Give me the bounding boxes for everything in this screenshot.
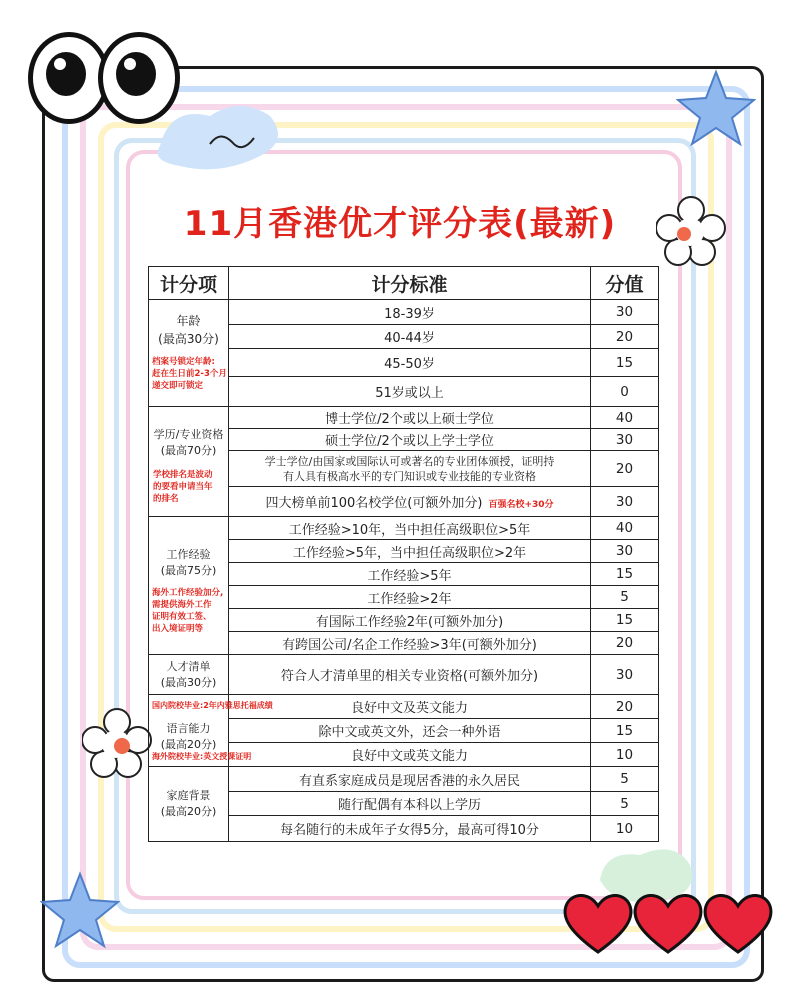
category-max: (最高75分) (160, 564, 217, 577)
eye-shine (54, 58, 66, 70)
page-title: 11月香港优才评分表(最新) (183, 204, 617, 244)
bonus-note: 百强名校+30分 (488, 500, 554, 510)
points-cell: 5 (591, 767, 659, 792)
criteria-cell: 硕士学位/2个或以上学士学位 (229, 429, 591, 451)
category-name: 学历/专业资格 (153, 428, 224, 441)
criteria-cell: 工作经验>5年 (229, 563, 591, 586)
points-cell: 5 (591, 792, 659, 816)
points-cell: 5 (591, 586, 659, 609)
category-talent-list (149, 655, 229, 695)
table-header-row (149, 267, 659, 300)
table-row (149, 655, 659, 695)
table-row (149, 517, 659, 540)
criteria-cell: 良好中文或英文能力 (229, 743, 591, 767)
category-language (149, 695, 273, 767)
score-table (148, 266, 659, 842)
criteria-cell: 除中文或英文外，还会一种外语 (229, 719, 591, 743)
heart-icon (560, 888, 636, 958)
points-cell: 20 (591, 695, 659, 719)
points-cell: 20 (591, 325, 659, 349)
blue-blob-decoration (150, 96, 290, 176)
points-cell: 10 (591, 816, 659, 842)
criteria-cell: 工作经验>10年，当中担任高级职位>5年 (229, 517, 591, 540)
heart-icon (630, 888, 706, 958)
category-note-top: 国内院校毕业:2年内雅思托福成绩 (152, 701, 273, 710)
points-cell: 10 (591, 743, 659, 767)
header-points: 分值 (591, 267, 659, 300)
criteria-cell (229, 487, 591, 517)
points-cell: 40 (591, 517, 659, 540)
category-max: (最高30分) (160, 675, 217, 689)
points-cell: 30 (591, 540, 659, 563)
criteria-cell: 工作经验>5年，当中担任高级职位>2年 (229, 540, 591, 563)
header-item: 计分项 (149, 267, 229, 300)
criteria-cell: 随行配偶有本科以上学历 (229, 792, 591, 816)
points-cell: 30 (591, 429, 659, 451)
category-name: 工作经验 (166, 548, 211, 561)
points-cell: 30 (591, 655, 659, 695)
category-work-experience (149, 517, 229, 655)
cartoon-pupil (46, 52, 86, 96)
header-standard: 计分标准 (229, 267, 591, 300)
category-family (149, 767, 229, 842)
category-max: (最高20分) (160, 805, 217, 818)
blue-star-icon (40, 870, 120, 950)
category-note-bottom: 海外院校毕业:英文授课证明 (152, 752, 252, 761)
flower-icon (82, 708, 152, 778)
table-row (149, 300, 659, 325)
category-max: (最高70分) (160, 444, 217, 457)
category-name: 人才清单 (166, 659, 211, 673)
criteria-cell: 有跨国公司/名企工作经验>3年(可额外加分) (229, 632, 591, 655)
criteria-cell: 40-44岁 (229, 325, 591, 349)
blue-star-icon (676, 68, 756, 148)
category-age (149, 300, 229, 407)
points-cell: 0 (591, 377, 659, 407)
criteria-cell: 有直系家庭成员是现居香港的永久居民 (229, 767, 591, 792)
category-education (149, 407, 229, 517)
heart-icon (700, 888, 776, 958)
category-note: 学校排名是波动 的要看申请当年 的排名 (153, 470, 213, 504)
table-row (149, 767, 659, 792)
category-note: 海外工作经验加分, 需提供海外工作 证明有效工签、 出入境证明等 (152, 588, 224, 634)
category-name: 语言能力 (166, 722, 211, 735)
criteria-cell: 良好中文及英文能力 (229, 695, 591, 719)
criteria-cell: 工作经验>2年 (229, 586, 591, 609)
category-name: 年龄 (176, 314, 201, 328)
criteria-text: 四大榜单前100名校学位(可额外加分) (265, 496, 483, 511)
points-cell: 30 (591, 487, 659, 517)
points-cell: 40 (591, 407, 659, 429)
category-name: 家庭背景 (166, 789, 211, 802)
criteria-cell: 45-50岁 (229, 349, 591, 377)
table-row (149, 695, 659, 719)
criteria-cell: 18-39岁 (229, 300, 591, 325)
points-cell: 15 (591, 563, 659, 586)
points-cell: 20 (591, 632, 659, 655)
criteria-cell: 有国际工作经验2年(可额外加分) (229, 609, 591, 632)
criteria-cell: 博士学位/2个或以上硕士学位 (229, 407, 591, 429)
category-max: (最高30分) (158, 332, 219, 346)
criteria-cell: 符合人才清单里的相关专业资格(可额外加分) (229, 655, 591, 695)
cartoon-pupil (116, 52, 156, 96)
criteria-cell: 51岁或以上 (229, 377, 591, 407)
category-max: (最高20分) (160, 738, 217, 751)
points-cell: 30 (591, 300, 659, 325)
criteria-cell: 每名随行的未成年子女得5分，最高可得10分 (229, 816, 591, 842)
points-cell: 15 (591, 609, 659, 632)
criteria-cell: 学士学位/由国家或国际认可或著名的专业团体颁授，证明持 有人具有极高水平的专门知识或专业技能的专业资格 (229, 451, 591, 487)
points-cell: 15 (591, 349, 659, 377)
category-note: 档案号锁定年龄: 赶在生日前2-3个月 递交即可锁定 (152, 357, 227, 391)
eye-shine (124, 58, 136, 70)
points-cell: 20 (591, 451, 659, 487)
table-row (149, 407, 659, 429)
points-cell: 15 (591, 719, 659, 743)
